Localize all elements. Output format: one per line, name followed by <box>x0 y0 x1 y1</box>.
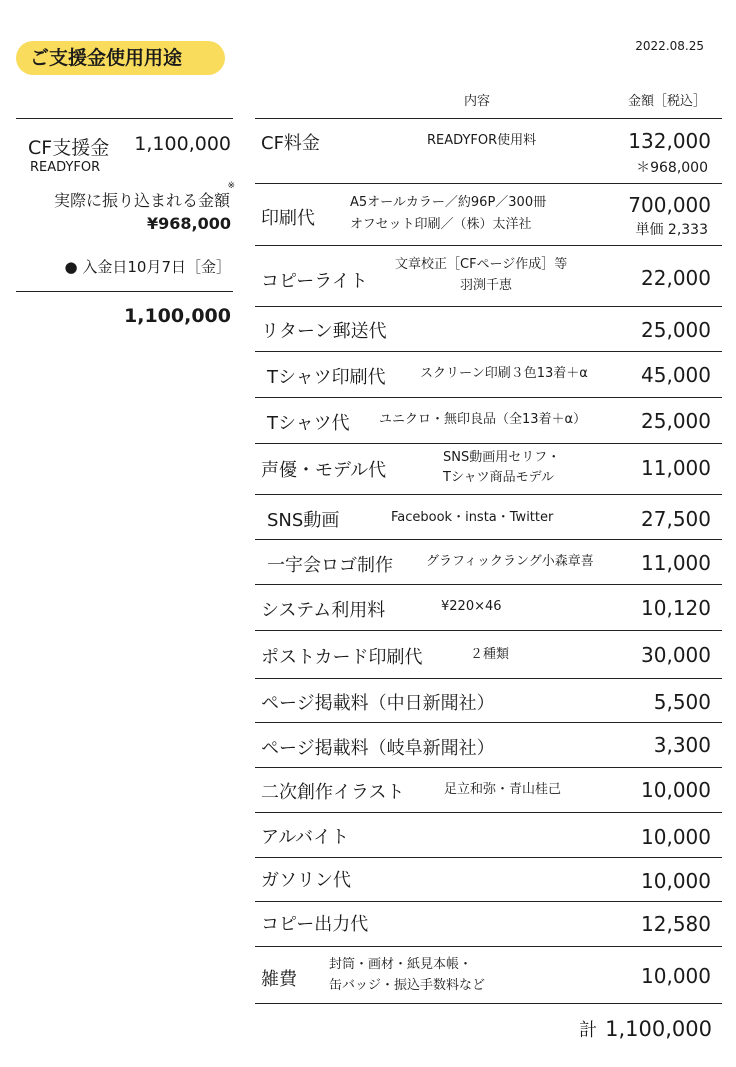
actual-amount: ¥968,000 <box>146 214 231 233</box>
table-row <box>255 306 722 351</box>
table-row <box>255 812 722 857</box>
item-name: ガソリン代 <box>261 870 351 891</box>
item-detail: 文章校正［CFページ作成］等 <box>395 257 568 272</box>
item-amount: 10,000 <box>641 964 711 988</box>
item-detail: 缶バッジ・振込手数料など <box>329 978 486 993</box>
item-detail: SNS動画用セリフ・ <box>443 450 561 465</box>
item-detail: ２種類 <box>470 647 510 662</box>
item-name: 雑費 <box>261 969 297 990</box>
table-row <box>255 946 722 1004</box>
table-row <box>255 722 722 767</box>
item-name: Tシャツ代 <box>267 413 350 434</box>
table-row <box>255 678 722 722</box>
item-name: 声優・モデル代 <box>261 460 387 481</box>
item-subnote: ＊968,000 <box>636 160 708 176</box>
item-detail: ユニクロ・無印良品（全13着＋α） <box>379 412 587 427</box>
item-detail: READYFOR使用料 <box>427 133 537 148</box>
divider <box>16 118 233 119</box>
table-row <box>255 183 722 245</box>
item-detail: グラフィックラング小森章喜 <box>426 554 594 569</box>
table-row <box>255 118 722 183</box>
item-amount: 45,000 <box>641 363 711 387</box>
item-amount: 10,000 <box>641 825 711 849</box>
item-subnote: 単価 2,333 <box>635 222 708 238</box>
item-name: 一宇会ロゴ制作 <box>267 555 393 576</box>
item-amount: 10,000 <box>641 778 711 802</box>
date: 2022.08.25 <box>635 39 704 53</box>
item-name: システム利用料 <box>261 600 386 621</box>
item-detail: 足立和弥・青山桂己 <box>444 782 562 797</box>
divider <box>16 291 233 292</box>
table-row <box>255 397 722 443</box>
cf-label: CF支援金 <box>28 137 110 159</box>
item-amount: 12,580 <box>641 912 711 936</box>
item-amount: 27,500 <box>641 507 711 531</box>
table-row <box>255 630 722 678</box>
item-name: ページ掲載料（岐阜新聞社） <box>261 738 495 759</box>
table-row <box>255 494 722 539</box>
item-amount: 10,120 <box>641 596 711 620</box>
cf-amount: 1,100,000 <box>134 133 231 155</box>
table-row <box>255 584 722 630</box>
item-detail: Facebook・insta・Twitter <box>391 510 554 525</box>
item-name: ポストカード印刷代 <box>261 647 423 668</box>
table-row <box>255 245 722 306</box>
table-row <box>255 351 722 397</box>
item-amount: 3,300 <box>653 733 711 757</box>
actual-label: 実際に振り込まれる金額 <box>53 191 230 210</box>
item-amount: 11,000 <box>641 551 711 575</box>
item-detail: オフセット印刷／（株）太洋社 <box>350 217 532 232</box>
item-amount: 700,000 <box>628 193 711 217</box>
item-name: CF料金 <box>261 133 320 154</box>
table-row <box>255 857 722 901</box>
table-row <box>255 767 722 812</box>
summary-total: 1,100,000 <box>124 305 231 327</box>
grand-total <box>579 1016 712 1042</box>
expense-table <box>255 118 722 1004</box>
item-detail: 封筒・画材・紙見本帳・ <box>329 957 473 972</box>
item-amount: 30,000 <box>641 643 711 667</box>
item-name: ページ掲載料（中日新聞社） <box>261 693 495 714</box>
item-amount: 25,000 <box>641 318 711 342</box>
table-row <box>255 539 722 584</box>
item-name: アルバイト <box>261 827 350 848</box>
item-name: コピー出力代 <box>261 914 369 935</box>
column-header-content: 内容 <box>464 94 491 109</box>
item-name: コピーライト <box>261 271 368 292</box>
total-label: 計 <box>579 1020 598 1041</box>
item-amount: 10,000 <box>641 869 711 893</box>
item-name: 印刷代 <box>261 208 315 229</box>
table-row <box>255 443 722 494</box>
deposit-date: ● 入金日10月7日［金］ <box>64 258 231 276</box>
item-detail: スクリーン印刷３色13着＋α <box>420 366 588 381</box>
column-header-amount: 金額［税込］ <box>627 94 706 109</box>
platform-name: READYFOR <box>30 160 101 175</box>
item-name: リターン郵送代 <box>261 321 387 342</box>
note-mark: ※ <box>227 181 235 191</box>
item-amount: 25,000 <box>641 409 711 433</box>
total-amount: 1,100,000 <box>605 1017 712 1041</box>
item-name: 二次創作イラスト <box>261 782 405 803</box>
item-name: SNS動画 <box>267 510 340 531</box>
item-detail: ¥220×46 <box>441 599 502 614</box>
item-amount: 11,000 <box>641 456 711 480</box>
item-detail: Tシャツ商品モデル <box>443 470 555 485</box>
page-title: ご支援金使用用途 <box>16 41 225 75</box>
item-amount: 22,000 <box>641 266 711 290</box>
table-row <box>255 901 722 946</box>
item-name: Tシャツ印刷代 <box>267 367 386 388</box>
item-detail: 羽渕千恵 <box>460 278 513 293</box>
item-amount: 132,000 <box>628 129 711 153</box>
item-detail: A5オールカラー／約96P／300冊 <box>350 195 547 210</box>
item-amount: 5,500 <box>653 690 711 714</box>
